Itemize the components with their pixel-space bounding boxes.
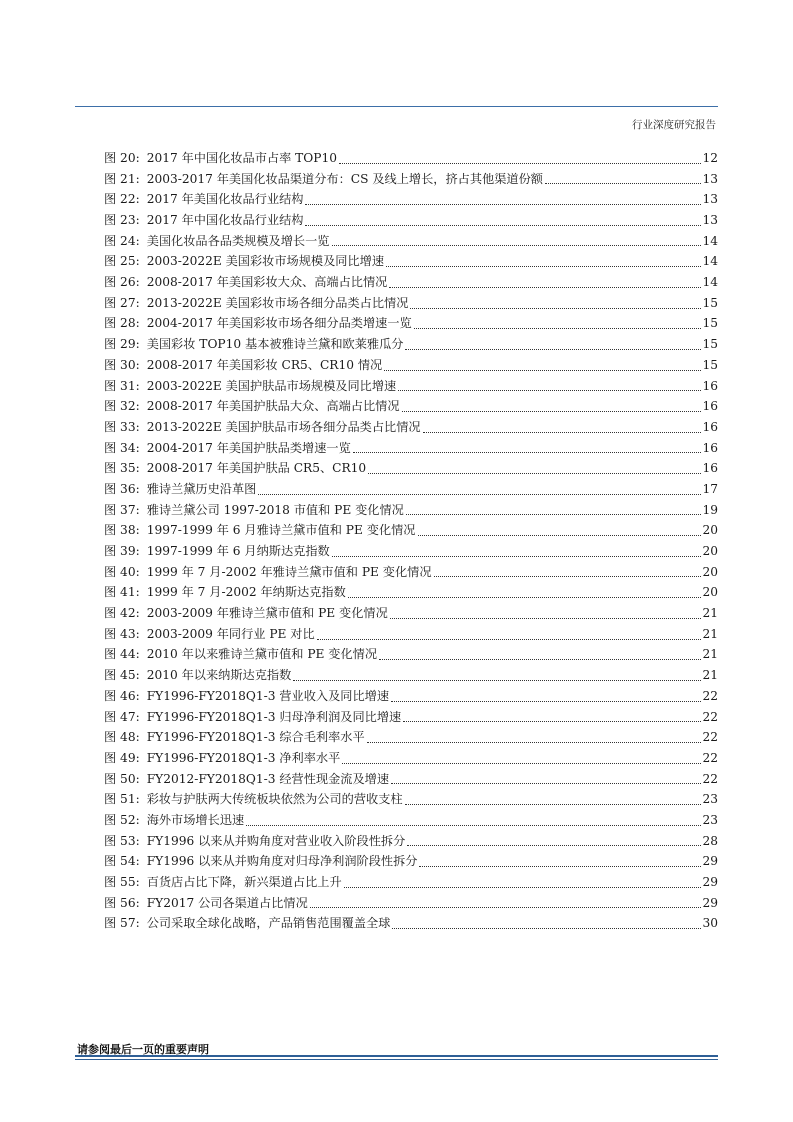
toc-dot-leader [419,866,701,867]
toc-figure-title: 彩妆与护肤两大传统板块依然为公司的营收支柱 [146,792,403,807]
toc-page-number: 13 [702,192,718,207]
toc-entry[interactable] [104,851,718,872]
toc-figure-title: 2017 年中国化妆品行业结构 [146,213,304,228]
toc-entry[interactable] [104,272,718,293]
toc-figure-title: 美国彩妆 TOP10 基本被雅诗兰黛和欧莱雅瓜分 [146,337,404,352]
toc-page-number: 20 [702,564,718,579]
toc-figure-number: 图 32: [104,399,140,414]
toc-figure-title: 1997-1999 年 6 月雅诗兰黛市值和 PE 变化情况 [146,523,416,538]
toc-figure-title: 公司采取全球化战略，产品销售范围覆盖全球 [146,916,391,931]
toc-entry[interactable] [104,645,718,666]
toc-figure-title: FY1996 以来从并购角度对营业收入阶段性拆分 [146,833,406,848]
toc-dot-leader [391,783,701,784]
toc-page-number: 20 [702,544,718,559]
toc-figure-title: 雅诗兰黛公司 1997-2018 市值和 PE 变化情况 [146,502,404,517]
toc-figure-number: 图 55: [104,875,140,890]
toc-figure-number: 图 31: [104,378,140,393]
toc-figure-title: 2008-2017 年美国护肤品 CR5、CR10 [146,461,367,476]
toc-dot-leader [406,514,702,515]
toc-page-number: 16 [702,399,718,414]
toc-page-number: 17 [702,481,718,496]
toc-entry[interactable] [104,500,718,521]
toc-entry[interactable] [104,831,718,852]
toc-dot-leader [405,804,702,805]
toc-page-number: 15 [702,295,718,310]
toc-page-number: 14 [702,254,718,269]
toc-page-number: 13 [702,213,718,228]
toc-entry[interactable] [104,417,718,438]
toc-entry[interactable] [104,748,718,769]
toc-figure-number: 图 50: [104,771,140,786]
toc-page-number: 12 [702,150,718,165]
toc-figure-number: 图 40: [104,564,140,579]
toc-figure-number: 图 30: [104,357,140,372]
toc-figure-number: 图 45: [104,668,140,683]
toc-figure-title: FY1996-FY2018Q1-3 归母净利润及同比增速 [146,709,402,724]
toc-figure-title: 2004-2017 年美国彩妆市场各细分品类增速一览 [146,316,412,331]
toc-figure-number: 图 26: [104,275,140,290]
toc-page-number: 21 [702,668,718,683]
header-rule [75,106,718,107]
toc-entry[interactable] [104,314,718,335]
toc-figure-number: 图 38: [104,523,140,538]
toc-figure-number: 图 41: [104,585,140,600]
toc-page-number: 15 [702,337,718,352]
toc-entry[interactable] [104,582,718,603]
toc-figure-number: 图 28: [104,316,140,331]
toc-dot-leader [391,701,701,702]
toc-figure-title: 2008-2017 年美国彩妆 CR5、CR10 情况 [146,357,383,372]
toc-figure-number: 图 39: [104,544,140,559]
toc-figure-title: FY1996-FY2018Q1-3 净利率水平 [146,750,341,765]
toc-entry[interactable] [104,562,718,583]
toc-entry[interactable] [104,727,718,748]
toc-entry[interactable] [104,376,718,397]
toc-entry[interactable] [104,810,718,831]
toc-dot-leader [332,556,702,557]
toc-dot-leader [386,266,701,267]
toc-page-number: 16 [702,461,718,476]
toc-dot-leader [410,308,701,309]
toc-figure-number: 图 23: [104,213,140,228]
toc-figure-title: 2003-2009 年雅诗兰黛市值和 PE 变化情况 [146,606,388,621]
report-type-label: 行业深度研究报告 [632,119,716,131]
toc-dot-leader [367,742,702,743]
toc-figure-number: 图 52: [104,812,140,827]
toc-entry[interactable] [104,169,718,190]
toc-page-number: 14 [702,275,718,290]
toc-figure-title: 1999 年 7 月-2002 年雅诗兰黛市值和 PE 变化情况 [146,564,432,579]
toc-figure-title: 2017 年美国化妆品行业结构 [146,192,304,207]
toc-entry[interactable] [104,893,718,914]
toc-entry[interactable] [104,541,718,562]
toc-dot-leader [434,576,702,577]
toc-figure-title: 2010 年以来雅诗兰黛市值和 PE 变化情况 [146,647,378,662]
toc-page-number: 29 [702,895,718,910]
toc-figure-title: 2010 年以来纳斯达克指数 [146,668,292,683]
toc-figure-number: 图 51: [104,792,140,807]
toc-entry[interactable] [104,479,718,500]
toc-figure-number: 图 34: [104,440,140,455]
toc-figure-title: 海外市场增长迅速 [146,812,245,827]
toc-entry[interactable] [104,520,718,541]
toc-entry[interactable] [104,789,718,810]
toc-dot-leader [384,370,701,371]
toc-entry[interactable] [104,913,718,934]
toc-figure-number: 图 48: [104,730,140,745]
toc-page-number: 28 [702,833,718,848]
toc-dot-leader [332,245,702,246]
toc-figure-number: 图 35: [104,461,140,476]
toc-page-number: 22 [702,730,718,745]
toc-entry[interactable] [104,872,718,893]
toc-page-number: 16 [702,419,718,434]
footer-rule-thin [75,1059,718,1060]
toc-page-number: 13 [702,171,718,186]
toc-dot-leader [389,287,701,288]
toc-page-number: 15 [702,357,718,372]
toc-dot-leader [368,473,701,474]
toc-figure-title: 2003-2022E 美国彩妆市场规模及同比增速 [146,254,385,269]
toc-page-number: 16 [702,440,718,455]
toc-figure-title: 2003-2009 年同行业 PE 对比 [146,626,315,641]
toc-dot-leader [342,763,701,764]
toc-figure-number: 图 20: [104,150,140,165]
toc-dot-leader [407,845,701,846]
toc-page-number: 21 [702,647,718,662]
toc-dot-leader [405,349,701,350]
toc-figure-number: 图 44: [104,647,140,662]
toc-dot-leader [398,390,701,391]
toc-figure-title: 百货店占比下降，新兴渠道占比上升 [146,875,342,890]
toc-entry[interactable] [104,334,718,355]
toc-figure-number: 图 22: [104,192,140,207]
toc-figure-number: 图 33: [104,419,140,434]
toc-dot-leader [390,618,702,619]
toc-dot-leader [293,680,701,681]
toc-figure-title: 2013-2022E 美国彩妆市场各细分品类占比情况 [146,295,409,310]
figure-table-of-contents [104,148,718,934]
toc-entry[interactable] [104,769,718,790]
toc-figure-number: 图 36: [104,481,140,496]
toc-page-number: 30 [702,916,718,931]
toc-figure-number: 图 21: [104,171,140,186]
toc-figure-title: 2004-2017 年美国护肤品类增速一览 [146,440,351,455]
toc-figure-number: 图 29: [104,337,140,352]
toc-figure-number: 图 47: [104,709,140,724]
toc-page-number: 21 [702,606,718,621]
toc-entry[interactable] [104,251,718,272]
toc-dot-leader [392,928,701,929]
toc-page-number: 15 [702,316,718,331]
toc-entry[interactable] [104,458,718,479]
toc-entry[interactable] [104,686,718,707]
toc-entry[interactable] [104,665,718,686]
toc-page-number: 20 [702,523,718,538]
toc-page-number: 22 [702,688,718,703]
toc-figure-number: 图 57: [104,916,140,931]
toc-page-number: 21 [702,626,718,641]
toc-page-number: 14 [702,233,718,248]
toc-dot-leader [414,328,702,329]
toc-entry[interactable] [104,293,718,314]
toc-dot-leader [317,639,702,640]
toc-entry[interactable] [104,355,718,376]
toc-figure-title: 2013-2022E 美国护肤品市场各细分品类占比情况 [146,419,421,434]
toc-figure-title: 雅诗兰黛历史沿革图 [146,481,257,496]
toc-entry[interactable] [104,707,718,728]
toc-figure-title: 1999 年 7 月-2002 年纳斯达克指数 [146,585,346,600]
toc-figure-title: 2008-2017 年美国彩妆大众、高端占比情况 [146,275,388,290]
toc-figure-title: FY1996 以来从并购角度对归母净利润阶段性拆分 [146,854,418,869]
toc-page-number: 22 [702,771,718,786]
toc-page-number: 22 [702,750,718,765]
toc-figure-title: 美国化妆品各品类规模及增长一览 [146,233,330,248]
toc-figure-number: 图 53: [104,833,140,848]
toc-figure-number: 图 54: [104,854,140,869]
toc-entry[interactable] [104,148,718,169]
toc-figure-number: 图 46: [104,688,140,703]
toc-dot-leader [353,452,702,453]
toc-figure-title: 2017 年中国化妆品市占率 TOP10 [146,150,337,165]
toc-page-number: 29 [702,875,718,890]
toc-page-number: 22 [702,709,718,724]
toc-figure-title: FY2012-FY2018Q1-3 经营性现金流及增速 [146,771,390,786]
toc-figure-number: 图 49: [104,750,140,765]
toc-dot-leader [403,721,701,722]
toc-dot-leader [305,204,701,205]
toc-entry[interactable] [104,210,718,231]
toc-dot-leader [379,659,701,660]
toc-figure-number: 图 25: [104,254,140,269]
toc-dot-leader [423,432,702,433]
toc-dot-leader [258,494,701,495]
toc-entry[interactable] [104,396,718,417]
toc-figure-number: 图 43: [104,626,140,641]
toc-figure-title: FY1996-FY2018Q1-3 综合毛利率水平 [146,730,365,745]
disclaimer-notice: 请参阅最后一页的重要声明 [77,1043,209,1056]
toc-dot-leader [545,183,702,184]
toc-page-number: 20 [702,585,718,600]
toc-dot-leader [344,887,702,888]
toc-entry[interactable] [104,231,718,252]
toc-entry[interactable] [104,438,718,459]
toc-figure-number: 图 24: [104,233,140,248]
toc-dot-leader [339,163,702,164]
toc-dot-leader [418,535,702,536]
toc-figure-number: 图 27: [104,295,140,310]
footer-rule [75,1055,718,1057]
toc-dot-leader [305,225,701,226]
toc-figure-title: 2003-2022E 美国护肤品市场规模及同比增速 [146,378,397,393]
toc-entry[interactable] [104,624,718,645]
toc-dot-leader [310,907,702,908]
toc-page-number: 23 [702,792,718,807]
toc-entry[interactable] [104,189,718,210]
toc-dot-leader [402,411,702,412]
toc-figure-title: 2008-2017 年美国护肤品大众、高端占比情况 [146,399,400,414]
toc-entry[interactable] [104,603,718,624]
toc-figure-title: FY2017 公司各渠道占比情况 [146,895,308,910]
toc-dot-leader [246,825,701,826]
toc-figure-title: 1997-1999 年 6 月纳斯达克指数 [146,544,330,559]
toc-figure-number: 图 42: [104,606,140,621]
toc-figure-number: 图 56: [104,895,140,910]
toc-page-number: 19 [702,502,718,517]
toc-page-number: 16 [702,378,718,393]
toc-figure-number: 图 37: [104,502,140,517]
toc-page-number: 23 [702,812,718,827]
toc-figure-title: 2003-2017 年美国化妆品渠道分布：CS 及线上增长，挤占其他渠道份额 [146,171,543,186]
toc-dot-leader [348,597,702,598]
toc-figure-title: FY1996-FY2018Q1-3 营业收入及同比增速 [146,688,390,703]
toc-page-number: 29 [702,854,718,869]
